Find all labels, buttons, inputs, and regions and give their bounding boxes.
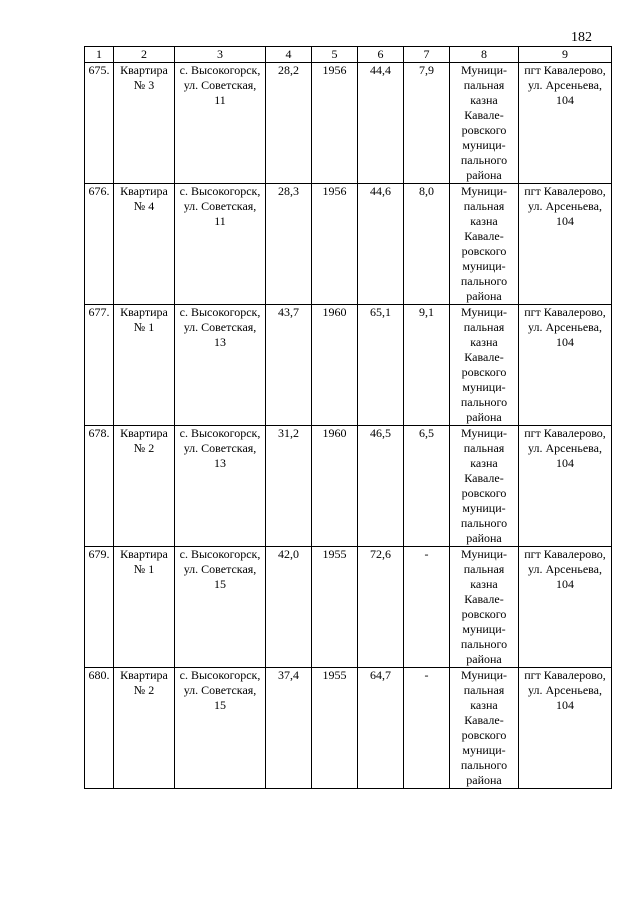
object-name: Квартира № 1 bbox=[114, 547, 175, 668]
holder-name: Муници- пальная казна Кавале- ровского муници- пального района bbox=[450, 668, 519, 789]
holder-name: Муници- пальная казна Кавале- ровского муници- пального района bbox=[450, 426, 519, 547]
table-row bbox=[85, 547, 612, 668]
holder-address: пгт Кавалерово, ул. Арсеньева, 104 bbox=[519, 305, 612, 426]
value-col7: - bbox=[404, 668, 450, 789]
value-col7: 8,0 bbox=[404, 184, 450, 305]
value-col6: 44,6 bbox=[358, 184, 404, 305]
object-name: Квартира № 1 bbox=[114, 305, 175, 426]
column-header: 7 bbox=[404, 47, 450, 63]
object-address: с. Высокогорск, ул. Советская, 15 bbox=[175, 668, 266, 789]
table-row bbox=[85, 184, 612, 305]
value-col6: 72,6 bbox=[358, 547, 404, 668]
column-header: 5 bbox=[312, 47, 358, 63]
year-value: 1960 bbox=[312, 426, 358, 547]
area-value: 31,2 bbox=[266, 426, 312, 547]
holder-address: пгт Кавалерово, ул. Арсеньева, 104 bbox=[519, 668, 612, 789]
value-col6: 44,4 bbox=[358, 63, 404, 184]
holder-address: пгт Кавалерово, ул. Арсеньева, 104 bbox=[519, 184, 612, 305]
column-header: 6 bbox=[358, 47, 404, 63]
year-value: 1956 bbox=[312, 63, 358, 184]
row-number: 680. bbox=[85, 668, 114, 789]
year-value: 1960 bbox=[312, 305, 358, 426]
object-name: Квартира № 2 bbox=[114, 426, 175, 547]
row-number: 679. bbox=[85, 547, 114, 668]
object-address: с. Высокогорск, ул. Советская, 13 bbox=[175, 426, 266, 547]
column-header: 1 bbox=[85, 47, 114, 63]
value-col6: 46,5 bbox=[358, 426, 404, 547]
page-number: 182 bbox=[571, 30, 592, 45]
holder-address: пгт Кавалерово, ул. Арсеньева, 104 bbox=[519, 63, 612, 184]
row-number: 675. bbox=[85, 63, 114, 184]
area-value: 28,3 bbox=[266, 184, 312, 305]
holder-name: Муници- пальная казна Кавале- ровского муници- пального района bbox=[450, 184, 519, 305]
table-row bbox=[85, 426, 612, 547]
object-name: Квартира № 3 bbox=[114, 63, 175, 184]
area-value: 42,0 bbox=[266, 547, 312, 668]
column-number-row bbox=[85, 47, 612, 63]
object-address: с. Высокогорск, ул. Советская, 13 bbox=[175, 305, 266, 426]
object-address: с. Высокогорск, ул. Советская, 11 bbox=[175, 63, 266, 184]
column-header: 3 bbox=[175, 47, 266, 63]
area-value: 28,2 bbox=[266, 63, 312, 184]
column-header: 2 bbox=[114, 47, 175, 63]
holder-name: Муници- пальная казна Кавале- ровского муници- пального района bbox=[450, 63, 519, 184]
area-value: 43,7 bbox=[266, 305, 312, 426]
value-col6: 65,1 bbox=[358, 305, 404, 426]
year-value: 1955 bbox=[312, 668, 358, 789]
property-registry-table bbox=[84, 46, 612, 789]
object-address: с. Высокогорск, ул. Советская, 11 bbox=[175, 184, 266, 305]
holder-address: пгт Кавалерово, ул. Арсеньева, 104 bbox=[519, 426, 612, 547]
object-address: с. Высокогорск, ул. Советская, 15 bbox=[175, 547, 266, 668]
value-col7: 6,5 bbox=[404, 426, 450, 547]
table-row bbox=[85, 668, 612, 789]
area-value: 37,4 bbox=[266, 668, 312, 789]
year-value: 1955 bbox=[312, 547, 358, 668]
row-number: 677. bbox=[85, 305, 114, 426]
year-value: 1956 bbox=[312, 184, 358, 305]
column-header: 8 bbox=[450, 47, 519, 63]
table-row bbox=[85, 305, 612, 426]
object-name: Квартира № 2 bbox=[114, 668, 175, 789]
table-row bbox=[85, 63, 612, 184]
holder-address: пгт Кавалерово, ул. Арсеньева, 104 bbox=[519, 547, 612, 668]
value-col7: - bbox=[404, 547, 450, 668]
column-header: 4 bbox=[266, 47, 312, 63]
object-name: Квартира № 4 bbox=[114, 184, 175, 305]
holder-name: Муници- пальная казна Кавале- ровского муници- пального района bbox=[450, 547, 519, 668]
value-col7: 7,9 bbox=[404, 63, 450, 184]
column-header: 9 bbox=[519, 47, 612, 63]
holder-name: Муници- пальная казна Кавале- ровского муници- пального района bbox=[450, 305, 519, 426]
row-number: 678. bbox=[85, 426, 114, 547]
value-col7: 9,1 bbox=[404, 305, 450, 426]
value-col6: 64,7 bbox=[358, 668, 404, 789]
row-number: 676. bbox=[85, 184, 114, 305]
